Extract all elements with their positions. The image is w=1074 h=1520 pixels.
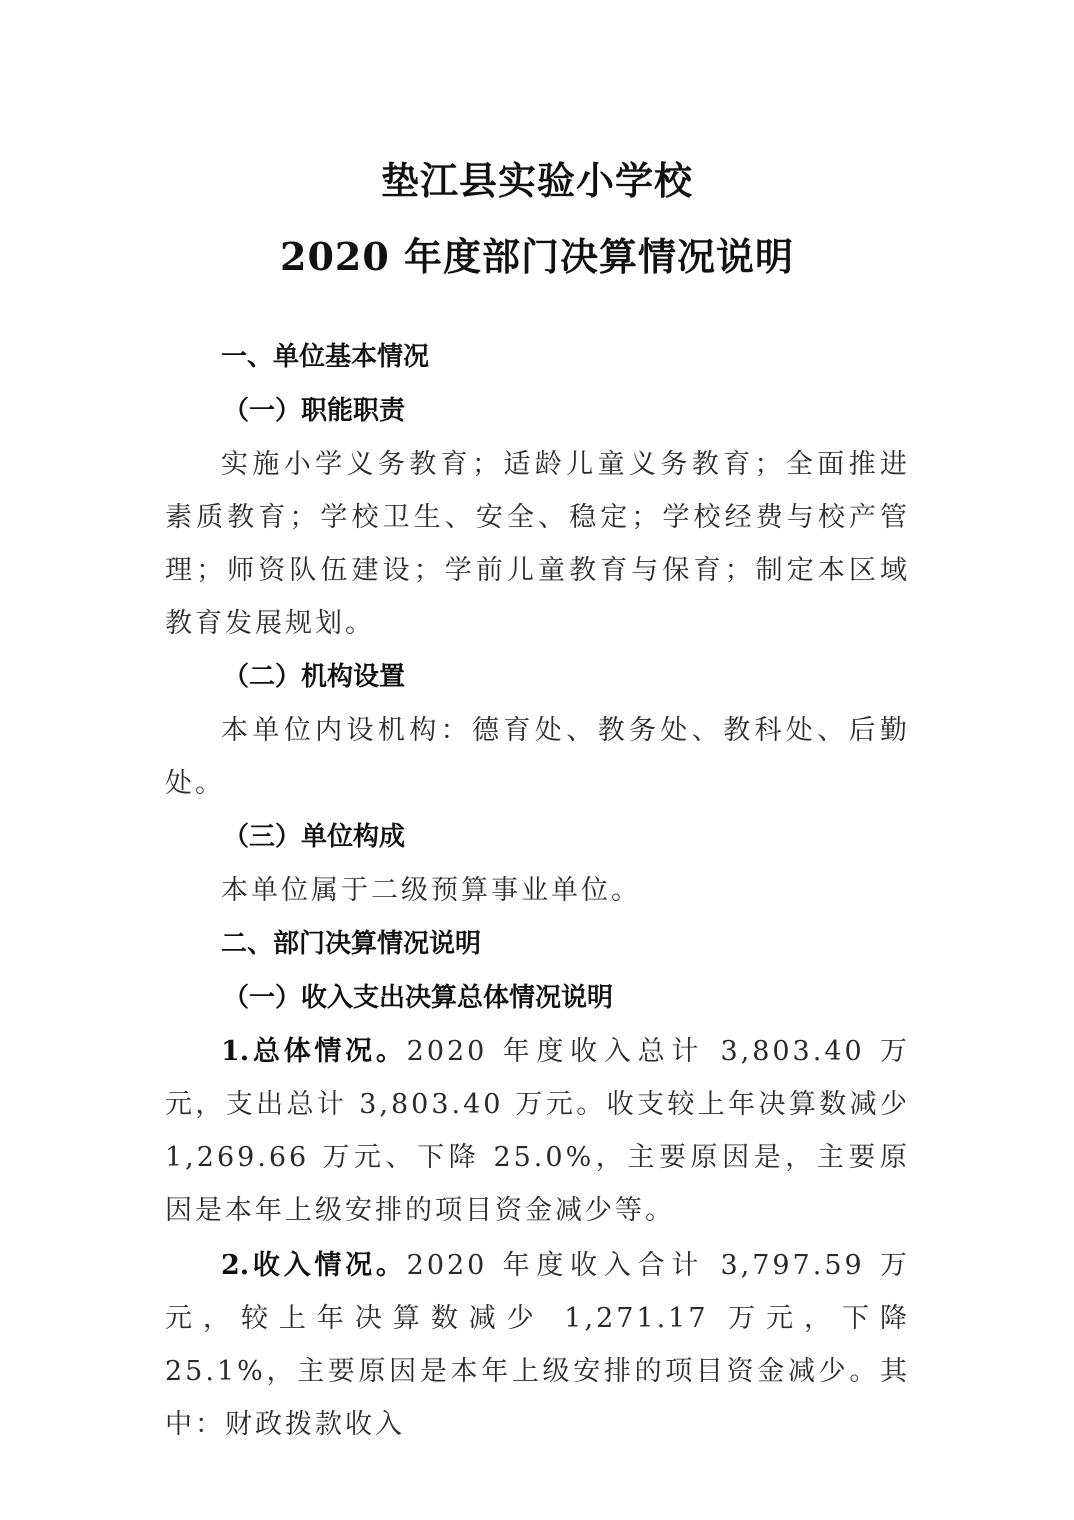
section1-sub2-text: 本单位内设机构：德育处、教务处、教科处、后勤处。 — [165, 715, 910, 799]
section1-sub1-heading: （一）职能职责 — [223, 396, 406, 426]
section1-sub3-heading: （三）单位构成 — [223, 822, 406, 852]
section2-item2-label: 2.收入情况。 — [221, 1250, 407, 1281]
section2-item2-paragraph — [165, 1239, 910, 1451]
section2-item1-text: 2020 年度收入总计 3,803.40 万元，支出总计 3,803.40 万元。收支较上年决算数减少 1,269.66 万元、下降 25.0%，主要原因是，主要原因是本年上级安排的项目资金减少等。 — [165, 1036, 911, 1226]
section1-sub2-heading: （二）机构设置 — [223, 662, 406, 692]
document-title-line2: 2020 年度部门决算情况说明 — [280, 234, 794, 279]
section2-item2-text: 2020 年度收入合计 3,797.59 万元，较上年决算数减少 1,271.17 万元，下降 25.1%，主要原因是本年上级安排的项目资金减少。其中：财政拨款收入 — [165, 1250, 911, 1440]
section2-sub1-heading: （一）收入支出决算总体情况说明 — [223, 983, 614, 1013]
section2-item1-label: 1.总体情况。 — [221, 1036, 407, 1067]
document-title-line1: 垫江县实验小学校 — [380, 158, 693, 203]
document-body — [165, 330, 910, 1451]
section1-sub3-text: 本单位属于二级预算事业单位。 — [221, 875, 641, 906]
section2-item1-paragraph — [165, 1025, 910, 1237]
section2-heading: 二、部门决算情况说明 — [221, 929, 482, 959]
section1-sub1-text: 实施小学义务教育；适龄儿童义务教育；全面推进素质教育；学校卫生、安全、稳定；学校经费与校产管理；师资队伍建设；学前儿童教育与保育；制定本区域教育发展规划。 — [165, 449, 910, 639]
section1-heading: 一、单位基本情况 — [221, 342, 430, 372]
